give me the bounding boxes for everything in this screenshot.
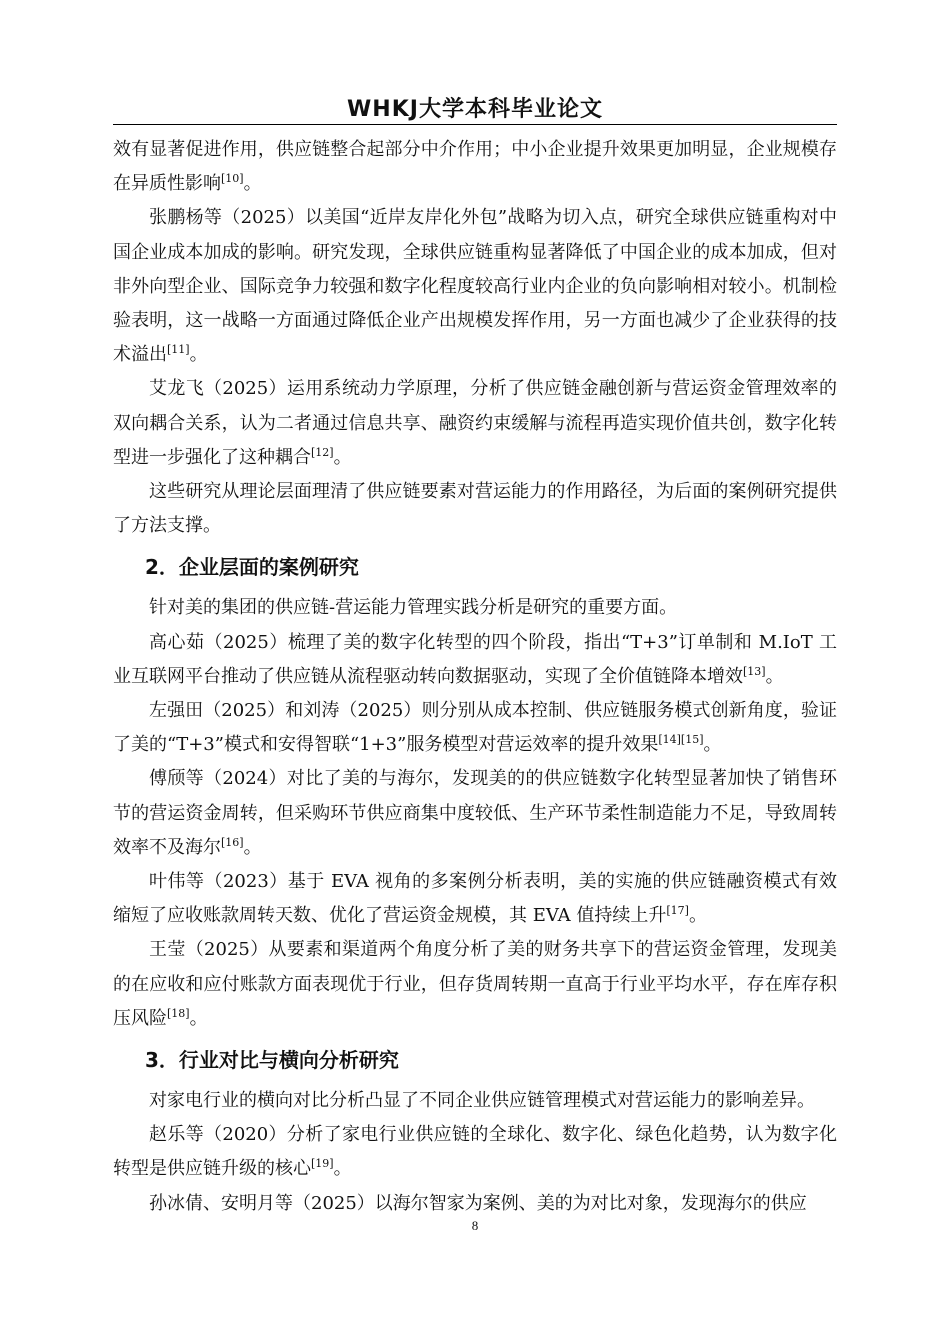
citation: [12]	[311, 445, 334, 459]
citation: [11]	[167, 343, 190, 357]
page-number: 8	[471, 1218, 479, 1233]
section-heading: 3．行业对比与横向分析研究	[145, 1048, 399, 1073]
paragraph: 艾龙飞（2025）运用系统动力学原理，分析了供应链金融创新与营运资金管理效率的双向耦合关系，认为二者通过信息共享、融资约束缓解与流程再造实现价值共创，数字化转型进一步强化了这种耦合[12]。	[113, 378, 837, 468]
citation: [13]	[743, 664, 766, 678]
paragraph: 左强田（2025）和刘涛（2025）则分别从成本控制、供应链服务模式创新角度，验证了美的“T+3”模式和安得智联“1+3”服务模型对营运效率的提升效果[14][15]。	[113, 700, 837, 756]
page-header: WHKJ大学本科毕业论文	[347, 97, 603, 122]
paragraph: 王莹（2025）从要素和渠道两个角度分析了美的财务共享下的营运资金管理，发现美的在应收和应付账款方面表现优于行业，但存货周转期一直高于行业平均水平，存在库存积压风险[18]。	[113, 939, 837, 1029]
citation: [16]	[221, 835, 244, 849]
paragraph: 孙冰倩、安明月等（2025）以海尔智家为案例、美的为对比对象，发现海尔的供应	[149, 1192, 807, 1214]
citation: [10]	[221, 172, 244, 186]
citation: [17]	[666, 904, 689, 918]
page-body	[113, 133, 837, 1221]
citation: [14][15]	[658, 733, 704, 747]
paragraph: 赵乐等（2020）分析了家电行业供应链的全球化、数字化、绿色化趋势，认为数字化转型是供应链升级的核心[19]。	[113, 1124, 837, 1180]
paragraph: 叶伟等（2023）基于 EVA 视角的多案例分析表明，美的实施的供应链融资模式有效缩短了应收账款周转天数、优化了营运资金规模，其 EVA 值持续上升[17]。	[113, 871, 837, 927]
paragraph: 张鹏杨等（2025）以美国“近岸友岸化外包”战略为切入点，研究全球供应链重构对中国企业成本加成的影响。研究发现，全球供应链重构显著降低了中国企业的成本加成，但对非外向型企业、国际竞争力较强和数字化程度较高行业内企业的负向影响相对较小。机制检验表明，这一战略一方面通过降低企业产出规模发挥作用，另一方面也减少了企业获得的技术溢出[11]。	[113, 207, 837, 366]
paragraph: 这些研究从理论层面理清了供应链要素对营运能力的作用路径，为后面的案例研究提供了方法支撑。	[113, 481, 837, 537]
paragraph: 对家电行业的横向对比分析凸显了不同企业供应链管理模式对营运能力的影响差异。	[149, 1090, 815, 1112]
paragraph: 高心茹（2025）梳理了美的数字化转型的四个阶段，指出“T+3”订单制和 M.IoT 工业互联网平台推动了供应链从流程驱动转向数据驱动，实现了全价值链降本增效[13]。	[113, 631, 837, 687]
citation: [18]	[167, 1006, 190, 1020]
section-heading: 2．企业层面的案例研究	[145, 555, 359, 580]
paragraph: 针对美的集团的供应链-营运能力管理实践分析是研究的重要方面。	[149, 597, 678, 619]
paragraph: 傅颀等（2024）对比了美的与海尔，发现美的的供应链数字化转型显著加快了销售环节的营运资金周转，但采购环节供应商集中度较低、生产环节柔性制造能力不足，导致周转效率不及海尔[16]。	[113, 768, 837, 858]
header-divider	[113, 124, 837, 125]
paragraph-continued: 效有显著促进作用，供应链整合起部分中介作用；中小企业提升效果更加明显，企业规模存在异质性影响[10]。	[113, 139, 837, 195]
citation: [19]	[311, 1157, 334, 1171]
